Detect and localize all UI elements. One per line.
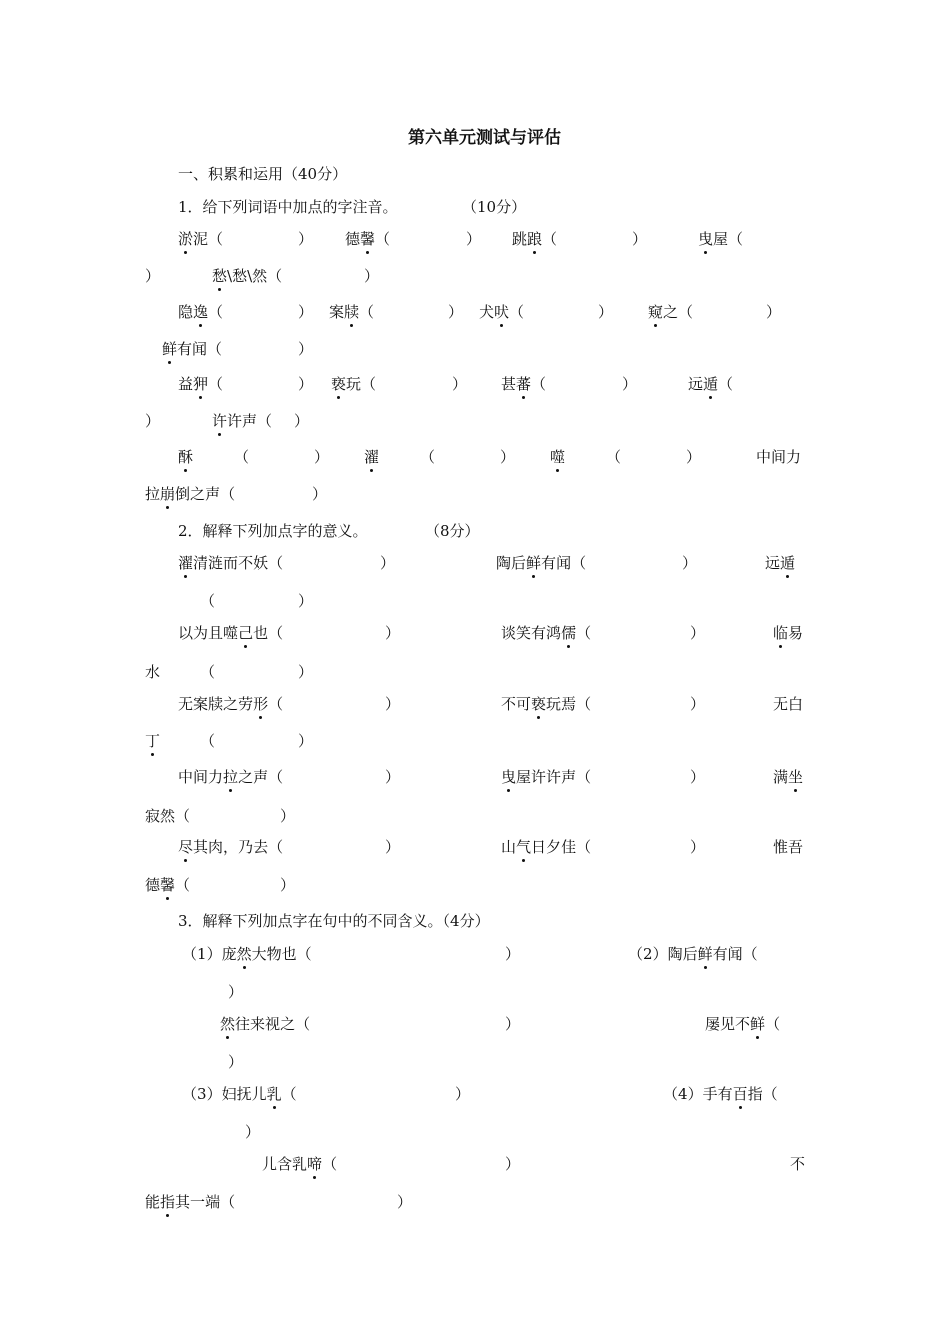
q1-row3-close3: ）	[622, 375, 638, 393]
q1-row1-item3: 跳踉（	[512, 230, 558, 248]
q1-row3b-close2: ）	[294, 412, 310, 430]
q3-row3-item1: （3）妇抚儿乳（	[182, 1085, 297, 1103]
q1-row4-open1: （	[234, 448, 250, 466]
q1-row3-item3: 甚蕃（	[501, 375, 547, 393]
q2-row3b-item: 丁	[145, 732, 161, 750]
q2-row4-close2: ）	[690, 768, 706, 786]
q1-row2-item1: 隐逸（	[178, 303, 224, 321]
question-1-score: （10分）	[462, 198, 527, 216]
q1-row3-item4: 远遁（	[688, 375, 734, 393]
q2-row2-close2: ）	[690, 624, 706, 642]
q3-row4b-close: ）	[397, 1193, 413, 1211]
q1-row3-close2: ）	[452, 375, 468, 393]
q1-row4-open3: （	[606, 448, 622, 466]
q3-row1b-close: ）	[228, 983, 244, 1001]
q2-row4b-close: ）	[280, 807, 296, 825]
question-1-heading: 1．给下列词语中加点的字注音。	[178, 198, 398, 216]
q1-row2-item3: 犬吠（	[479, 303, 525, 321]
q1-row4-close3: ）	[686, 448, 702, 466]
q2-row3b-open: （	[200, 732, 216, 750]
q2-row2-item3: 临易	[773, 624, 804, 642]
q1-row4-item2: 濯	[364, 448, 380, 466]
q2-row4b-item: 寂然（	[145, 807, 191, 825]
q1-row1b-item: 愁\愁\然（	[212, 267, 283, 285]
q2-row1-item3: 远遁	[765, 554, 796, 572]
q1-row4-open2: （	[420, 448, 436, 466]
q2-row1-close2: ）	[682, 554, 698, 572]
q2-row2b-item: 水	[145, 663, 161, 681]
q2-row1b-close: ）	[298, 592, 314, 610]
q1-row1-close3: ）	[632, 230, 648, 248]
q3-row1-item2: （2）陶后鲜有闻（	[628, 945, 758, 963]
q1-row4b-close: ）	[312, 485, 328, 503]
q3-row3b-close: ）	[245, 1123, 261, 1141]
q2-row4-close1: ）	[385, 768, 401, 786]
q2-row2-item1: 以为且噬己也（	[178, 624, 284, 642]
q1-row4-item1: 酥	[178, 448, 194, 466]
q2-row3-item2: 不可亵玩焉（	[501, 695, 592, 713]
q1-row1-item1: 淤泥（	[178, 230, 224, 248]
q1-row4b-item: 拉崩倒之声（	[145, 485, 236, 503]
q2-row5-item1: 尽其肉，乃去（	[178, 838, 284, 856]
q1-row2-close4: ）	[766, 303, 782, 321]
q3-row2-item2: 屡见不鲜（	[705, 1015, 781, 1033]
q1-row2-close2: ）	[448, 303, 464, 321]
q3-row4-item1: 儿含乳啼（	[262, 1155, 338, 1173]
q2-row3-close2: ）	[690, 695, 706, 713]
q1-row3b-close: ）	[145, 412, 161, 430]
section-heading: 一、积累和运用（40分）	[178, 165, 348, 183]
q1-row4-item4: 中间力	[756, 448, 802, 466]
question-3-heading: 3．解释下列加点字在句中的不同含义。（4分）	[178, 912, 490, 930]
q3-row3-item2: （4）手有百指（	[663, 1085, 778, 1103]
q3-row1-item1: （1）庞然大物也（	[182, 945, 312, 963]
q1-row3-item1: 益狎（	[178, 375, 224, 393]
q1-row2b-item: 鲜有闻（	[162, 340, 223, 358]
q2-row4-item2: 曳屋许许声（	[501, 768, 592, 786]
q2-row3b-close: ）	[298, 732, 314, 750]
question-2-score: （8分）	[425, 522, 480, 540]
q1-row2-close1: ）	[298, 303, 314, 321]
q2-row5-close2: ）	[690, 838, 706, 856]
q2-row1-item1: 濯清涟而不妖（	[178, 554, 284, 572]
q2-row2b-open: （	[200, 663, 216, 681]
q3-row2-item1: 然往来视之（	[220, 1015, 311, 1033]
q3-row2-close1: ）	[505, 1015, 521, 1033]
q2-row4-item1: 中间力拉之声（	[178, 768, 284, 786]
q1-row1-close1: ）	[298, 230, 314, 248]
q2-row1-close1: ）	[380, 554, 396, 572]
q3-row1-close1: ）	[505, 945, 521, 963]
q2-row5-close1: ）	[385, 838, 401, 856]
q1-row2-close3: ）	[598, 303, 614, 321]
q1-row3-close1: ）	[298, 375, 314, 393]
q3-row2b-close: ）	[228, 1053, 244, 1071]
q2-row5-item3: 惟吾	[773, 838, 804, 856]
q2-row3-close1: ）	[385, 695, 401, 713]
q1-row3b-item: 许许声（	[212, 412, 273, 430]
q2-row1-item2: 陶后鲜有闻（	[496, 554, 587, 572]
q1-row2-item4: 窥之（	[648, 303, 694, 321]
q3-row4b-item: 能指其一端（	[145, 1193, 236, 1211]
q1-row4-item3: 噬	[550, 448, 566, 466]
q1-row4-close1: ）	[314, 448, 330, 466]
q1-row1-close2: ）	[466, 230, 482, 248]
page-title: 第六单元测试与评估	[408, 128, 561, 148]
q1-row1-item2: 德馨（	[345, 230, 391, 248]
q2-row3-item1: 无案牍之劳形（	[178, 695, 284, 713]
q2-row2-item2: 谈笑有鸿儒（	[501, 624, 592, 642]
q1-row4-close2: ）	[500, 448, 516, 466]
q3-row4-item2: 不	[790, 1155, 806, 1173]
q3-row4-close1: ）	[505, 1155, 521, 1173]
q2-row2b-close: ）	[298, 663, 314, 681]
q1-row1b-close2: ）	[364, 267, 380, 285]
q1-row2-item2: 案牍（	[329, 303, 375, 321]
q2-row5-item2: 山气日夕佳（	[501, 838, 592, 856]
q2-row3-item3: 无白	[773, 695, 804, 713]
q3-row3-close1: ）	[455, 1085, 471, 1103]
question-2-heading: 2．解释下列加点字的意义。	[178, 522, 368, 540]
q1-row1-item4: 曳屋（	[698, 230, 744, 248]
q1-row2b-close: ）	[298, 340, 314, 358]
q2-row2-close1: ）	[385, 624, 401, 642]
q2-row4-item3: 满坐	[773, 768, 804, 786]
q1-row1b-close: ）	[145, 267, 161, 285]
q2-row5b-item: 德馨（	[145, 876, 191, 894]
q1-row3-item2: 亵玩（	[331, 375, 377, 393]
q2-row5b-close: ）	[280, 876, 296, 894]
q2-row1b-open: （	[200, 592, 216, 610]
